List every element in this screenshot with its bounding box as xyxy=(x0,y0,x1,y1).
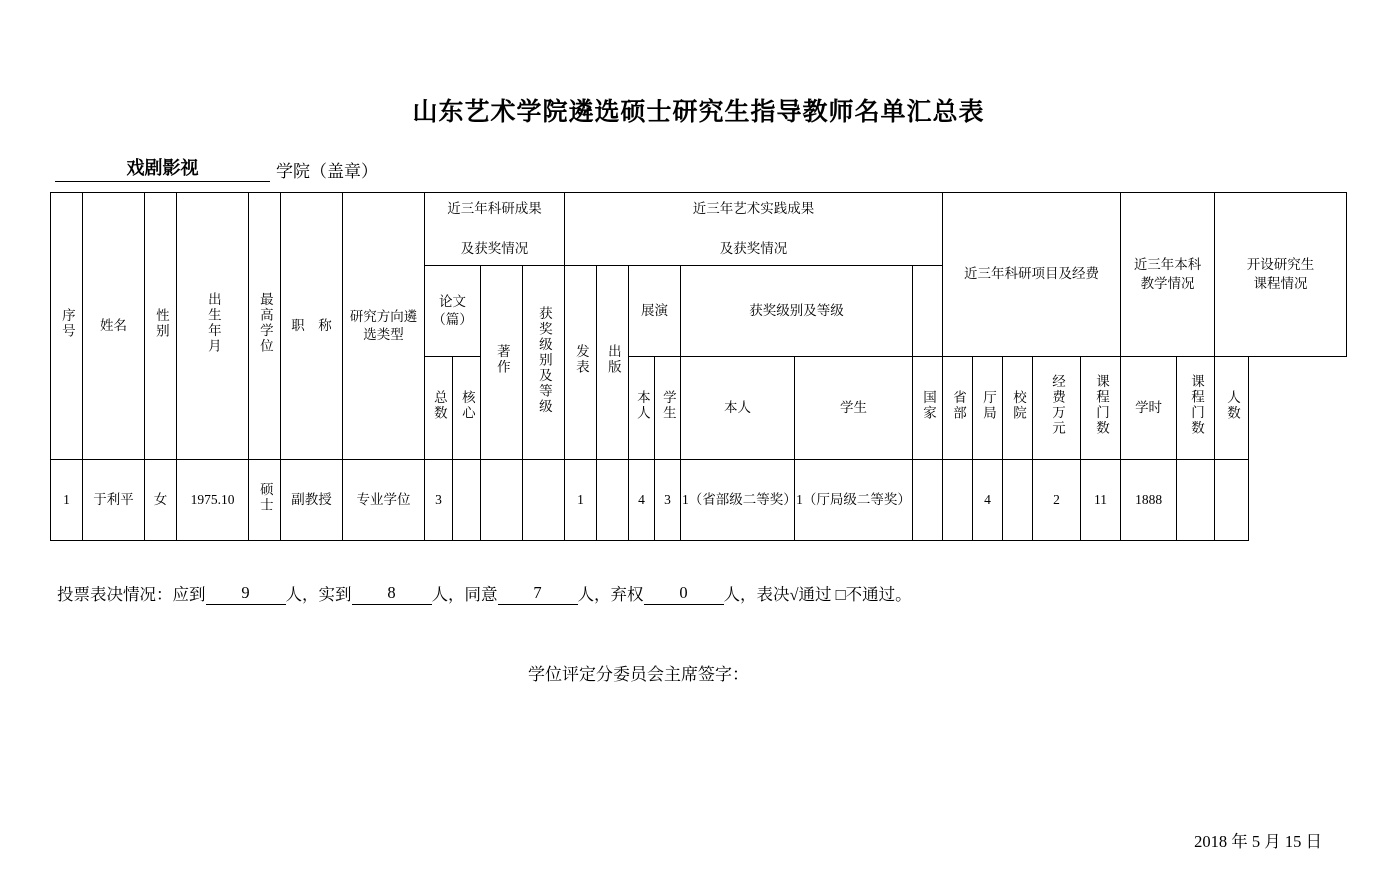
col-header-funds: 经费万元 xyxy=(1033,357,1081,460)
col-header-papers-core: 核心 xyxy=(453,357,481,460)
cell-bureau: 4 xyxy=(973,460,1003,541)
cell-province xyxy=(943,460,973,541)
college-line xyxy=(55,158,1397,182)
vote-summary xyxy=(57,581,1397,605)
cell-direction: 专业学位 xyxy=(343,460,425,541)
cell-course-count: 11 xyxy=(1081,460,1121,541)
group-header-undergrad-teaching: 近三年本科 教学情况 xyxy=(1121,193,1215,357)
col-header-press: 出版 xyxy=(597,266,629,460)
col-header-direction: 研究方向遴选类型 xyxy=(343,193,425,460)
document-page xyxy=(0,92,1397,890)
col-header-gender: 性别 xyxy=(145,193,177,460)
cell-nation xyxy=(913,460,943,541)
cell-school xyxy=(1003,460,1033,541)
col-header-degree: 最高学位 xyxy=(249,193,281,460)
col-header-course-count: 课程门数 xyxy=(1081,357,1121,460)
cell-name: 于利平 xyxy=(83,460,145,541)
col-header-award-student: 学生 xyxy=(795,357,913,460)
vote-agree-field[interactable]: 7 xyxy=(498,583,578,605)
col-header-school: 校院 xyxy=(1003,357,1033,460)
col-header-award-grade: 获奖级别及等级 xyxy=(681,266,913,357)
col-header-province: 省部 xyxy=(943,357,973,460)
vote-expected-field[interactable]: 9 xyxy=(206,583,286,605)
page-title: 山东艺术学院遴选硕士研究生指导教师名单汇总表 xyxy=(412,99,985,126)
col-header-bureau: 厅局 xyxy=(973,357,1003,460)
col-header-student-count: 人数 xyxy=(1215,357,1249,460)
cell-papers-core xyxy=(453,460,481,541)
vote-abstain-field[interactable]: 0 xyxy=(644,583,724,605)
cell-publish: 1 xyxy=(565,460,597,541)
cell-books xyxy=(481,460,523,541)
vote-actual-field[interactable]: 8 xyxy=(352,583,432,605)
college-name-field[interactable]: 戏剧影视 xyxy=(55,154,270,182)
group-header-art-practice: 近三年艺术实践成果 及获奖情况 xyxy=(565,193,943,266)
cell-funds: 2 xyxy=(1033,460,1081,541)
college-suffix-label: 学院（盖章） xyxy=(276,162,378,181)
cell-index: 1 xyxy=(51,460,83,541)
cell-gender: 女 xyxy=(145,460,177,541)
vote-expected-suffix: 人，实到 xyxy=(285,585,352,604)
cell-award-self: 1（省部级二等奖） xyxy=(681,460,795,541)
vote-actual-suffix: 人，同意 xyxy=(431,585,498,604)
col-header-class-hours: 学时 xyxy=(1121,357,1177,460)
group-header-grad-courses: 开设研究生 课程情况 xyxy=(1215,193,1347,357)
col-header-books: 著作 xyxy=(481,266,523,460)
col-header-index: 序号 xyxy=(51,193,83,460)
cell-birth: 1975.10 xyxy=(177,460,249,541)
cell-press xyxy=(597,460,629,541)
col-header-award-self: 本人 xyxy=(681,357,795,460)
vote-agree-suffix: 人，弃权 xyxy=(577,585,644,604)
col-header-title: 职 称 xyxy=(281,193,343,460)
document-date: 2018 年 5 月 15 日 xyxy=(1194,832,1322,851)
vote-prefix-label: 投票表决情况：应到 xyxy=(57,585,206,604)
signature-label: 学位评定分委员会主席签字： xyxy=(528,665,749,684)
table-header-row-1 xyxy=(51,193,1347,266)
col-header-grad-course-count: 课程门数 xyxy=(1177,357,1215,460)
cell-degree: 硕士 xyxy=(249,460,281,541)
vote-abstain-suffix: 人，表决√通过 □不通过。 xyxy=(723,585,912,604)
col-header-birth: 出生年月 xyxy=(177,193,249,460)
cell-award-student: 1（厅局级二等奖） xyxy=(795,460,913,541)
group-header-projects-funds: 近三年科研项目及经费 xyxy=(943,193,1121,357)
cell-papers-total: 3 xyxy=(425,460,453,541)
col-header-papers: 论文（篇） xyxy=(425,266,481,357)
group-header-research-results: 近三年科研成果 及获奖情况 xyxy=(425,193,565,266)
col-header-performance: 展演 xyxy=(629,266,681,357)
cell-performance-student: 3 xyxy=(655,460,681,541)
col-header-performance-student: 学生 xyxy=(655,357,681,460)
cell-class-hours: 1888 xyxy=(1121,460,1177,541)
col-header-performance-self: 本人 xyxy=(629,357,655,460)
table-row xyxy=(51,460,1347,541)
cell-award-level xyxy=(523,460,565,541)
cell-title: 副教授 xyxy=(281,460,343,541)
cell-grad-course-count xyxy=(1177,460,1215,541)
cell-performance-self: 4 xyxy=(629,460,655,541)
col-header-publish: 发表 xyxy=(565,266,597,460)
cell-student-count xyxy=(1215,460,1249,541)
col-header-papers-total: 总数 xyxy=(425,357,453,460)
col-header-name: 姓名 xyxy=(83,193,145,460)
col-header-award-level: 获奖级别及等级 xyxy=(523,266,565,460)
teacher-summary-table xyxy=(50,192,1347,541)
col-header-nation: 国家 xyxy=(913,357,943,460)
